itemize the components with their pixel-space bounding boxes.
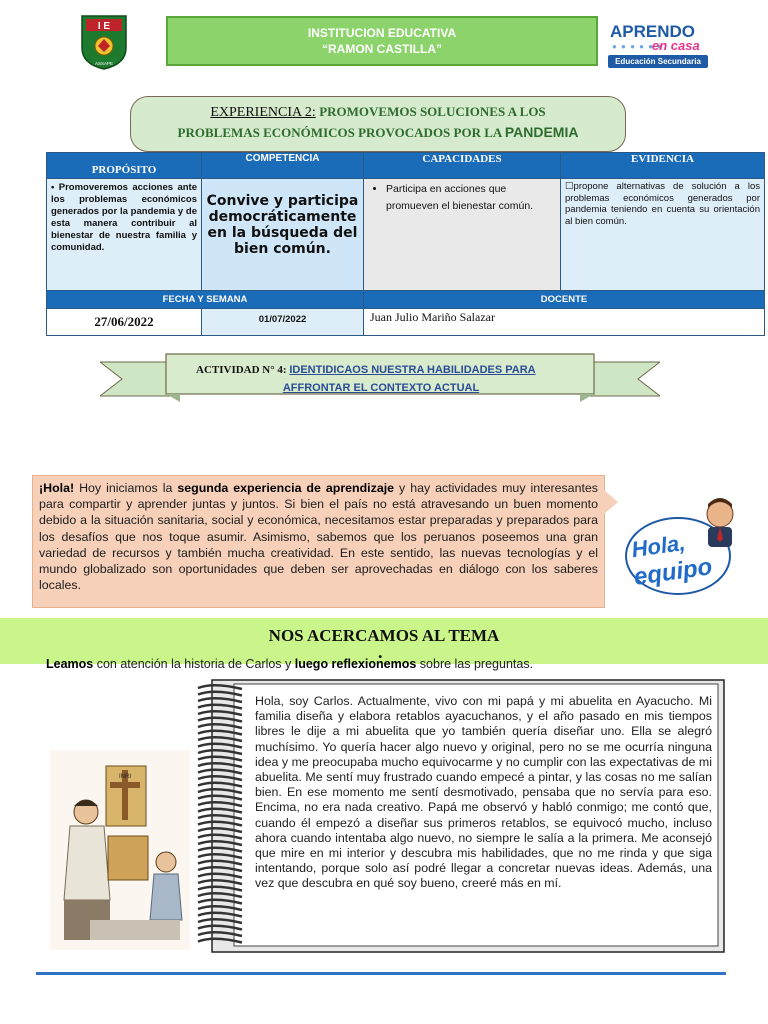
instr-part2: sobre las preguntas.	[416, 657, 534, 671]
hola-equipo-badge	[620, 494, 748, 604]
header-fecha: FECHA Y SEMANA	[47, 291, 364, 309]
intro-speech-box	[32, 475, 605, 608]
header-docente: DOCENTE	[364, 291, 765, 309]
actividad-label: ACTIVIDAD N° 4:	[196, 364, 287, 376]
evidencia-cell	[561, 179, 765, 291]
actividad-ribbon	[100, 352, 660, 404]
intro-bold1: segunda experiencia de aprendizaje	[177, 481, 395, 495]
experiencia-label: EXPERIENCIA 2:	[210, 105, 316, 120]
instr-bold1: Leamos	[46, 657, 94, 671]
fecha-fin: 01/07/2022	[202, 309, 364, 336]
crest-letters: I E	[97, 21, 111, 32]
section-title: NOS ACERCAMOS AL TEMA	[268, 626, 500, 645]
section-instructions	[46, 657, 533, 671]
header-competencia: COMPETENCIA	[202, 153, 364, 179]
inri-label: INRI	[119, 774, 131, 780]
intro-part2: y hay actividades muy interesantes para compartir y aprender juntas y juntos. Si bien el país no está atravesando un buen momento debido a la situación sanitaria, social y económica, necesitamos estar preparadas y preparados para los desafíos que nos toque asumir. Asimismo, sabemos que los peruanos poseemos una gran variedad de recursos y también mucha creatividad. En este sentido, las nuevas tecnologías y el mundo globalizado son oportunidades que deben ser aprovechadas en diálogo con los saberes locales.	[39, 481, 598, 593]
checkbox-icon: ☐	[565, 181, 574, 192]
actividad-title-1: IDENTIDICAOS NUESTRA HABILIDADES PARA	[289, 364, 536, 376]
institution-line1: INSTITUCION EDUCATIVA	[307, 26, 457, 40]
aprendo-en-casa-logo	[608, 22, 768, 72]
institution-line2: “RAMON CASTILLA”	[322, 42, 442, 56]
section-dot: .	[378, 642, 383, 662]
bottom-divider	[36, 972, 726, 975]
experiencia-title-2b: PANDEMIA	[504, 124, 579, 140]
fecha-inicio: 27/06/2022	[47, 309, 202, 336]
capacidades-cell	[364, 179, 561, 291]
speech-tail	[604, 490, 618, 514]
intro-part1: Hoy iniciamos la	[74, 481, 178, 495]
instr-part1: con atención la historia de Carlos y	[93, 657, 295, 671]
docente-name: Juan Julio Mariño Salazar	[364, 309, 765, 336]
aprendo-bar: Educación Secundaria	[608, 55, 708, 68]
experiencia-title-2a: PROBLEMAS ECONÓMICOS PROVOCADOS POR LA	[177, 125, 502, 140]
competencia-cell: Convive y participa democráticamente en la búsqueda del bien común.	[202, 179, 364, 291]
actividad-title-2: AFFRONTAR EL CONTEXTO ACTUAL	[282, 382, 480, 394]
school-crest-logo	[78, 14, 130, 70]
carlos-retablo-illustration	[50, 750, 190, 950]
intro-greet: ¡Hola!	[39, 481, 75, 495]
proposito-cell: • Promoveremos acciones ante los problemas económicos generados por la pandemia y de esta manera contribuir al bienestar de nuestra familia y comunidad.	[47, 179, 202, 291]
equipo-text: equipo	[632, 553, 714, 591]
capacidad-item: • Participa en acciones que promueven el bienestar común.	[386, 181, 556, 215]
header-evidencia: EVIDENCIA	[561, 153, 765, 179]
crest-caption: ASSAPE	[94, 61, 114, 66]
experiencia-title-1: PROMOVEMOS SOLUCIONES A LOS	[319, 104, 546, 119]
actividad-line1	[196, 364, 566, 376]
instr-bold2: luego reflexionemos	[294, 657, 417, 671]
aprendo-dots-icon: ● ● ● ● ● ●	[612, 42, 664, 51]
header-capacidades: CAPACIDADES	[364, 153, 561, 179]
aprendo-title: APRENDO	[610, 22, 696, 41]
experiencia-banner	[130, 96, 626, 152]
header-proposito: PROPÓSITO	[47, 153, 202, 179]
planning-table	[46, 152, 765, 336]
carlos-story: Hola, soy Carlos. Actualmente, vivo con mi papá y mi abuelita en Ayacucho. Mi familia diseña y elabora retablos ayacuchanos, y el año pasado en mis tiempos libres le dije a mi abuelita que yo también quería diseñar uno. Ella se alegró muchísimo. Yo quería hacer algo nuevo y original, pero no se me ocurría ninguna idea y me preocupaba mucho equivocarme y no cumplir con las expectativas de mi abuelita. Me sentí muy frustrado cuando empecé a pintar, y las cosas no me salían bien. En ese momento me sentí desmotivado, pensaba que no servía para eso. Encima, no era nada creativo. Papá me observó y habló conmigo; me contó que, cuando él empezó a diseñar sus primeros retablos, se equivocó mucho, incluso ahora cuando intentaba algo nuevo, no siempre le salía a la primera. Me aconsejó que mire en mi interior y descubra mis habilidades, que no me rinda y que siga intentando, porque solo así podré llegar a concretar nuevas ideas. Además, una vez que descubra en qué soy bueno, creeré más en mí.	[255, 694, 712, 891]
institution-header	[166, 16, 598, 66]
aprendo-sub: en casa	[652, 38, 700, 53]
hola-text: Hola,	[630, 529, 687, 563]
evidencia-text: propone alternativas de solución a los problemas económicos generados por pandemia teniendo en cuenta su orientación al bien común.	[565, 181, 760, 227]
